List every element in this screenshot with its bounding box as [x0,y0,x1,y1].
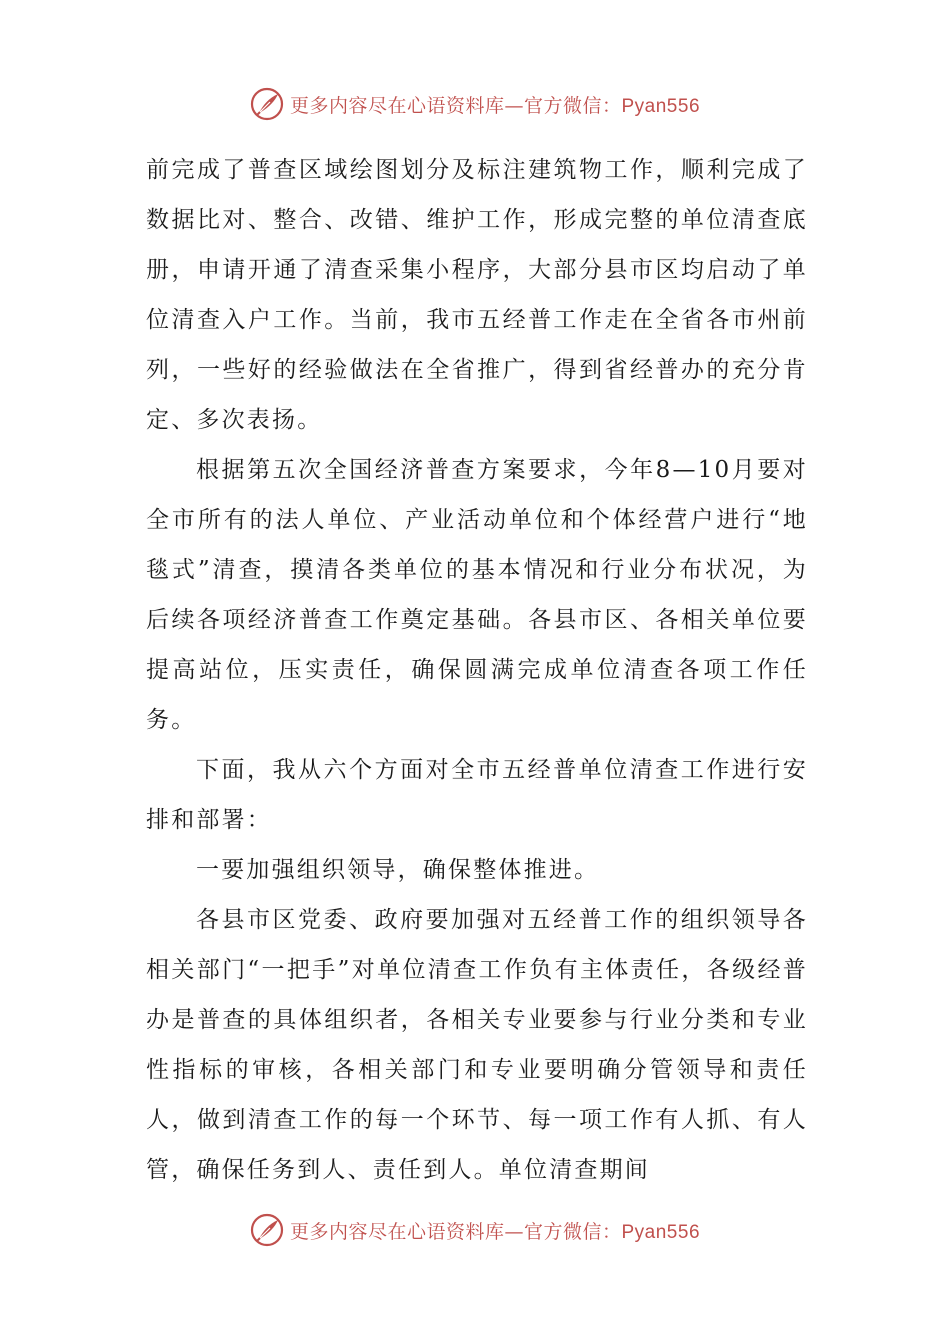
watermark-inner [250,87,700,121]
watermark-banner-top [0,84,950,124]
paragraph-4-heading: 一要加强组织领导，确保整体推进。 [196,857,600,883]
watermark-text: 更多内容尽在心语资料库—官方微信：Pyan556 [289,1220,701,1243]
paragraph-3: 下面，我从六个方面对全市五经普单位清查工作进行安排和部署： [146,757,808,833]
paragraph-5: 各县市区党委、政府要加强对五经普工作的组织领导各相关部门“一把手”对单位清查工作负有主体责任，各级经普办是普查的具体组织者，各相关专业要参与行业分类和专业性指标的审核，各相关部门和专业要明确分管领导和责任人，做到清查工作的每一个环节、每一项工作有人抓、有人管，确保任务到人、责任到人。单位清查期间 [146,907,808,1183]
paragraph-1: 前完成了普查区域绘图划分及标注建筑物工作，顺利完成了数据比对、整合、改错、维护工作，形成完整的单位清查底册，申请开通了清查采集小程序，大部分县市区均启动了单位清查入户工作。当前，我市五经普工作走在全省各市州前列，一些好的经验做法在全省推广，得到省经普办的充分肯定、多次表扬。 [146,157,808,433]
document-body [146,145,808,1195]
watermark-inner [250,1213,700,1247]
quill-pen-icon [250,1213,284,1247]
quill-pen-icon [250,87,284,121]
watermark-handle: Pyan556 [621,95,701,117]
watermark-text: 更多内容尽在心语资料库—官方微信：Pyan556 [289,94,701,117]
watermark-banner-bottom [0,1210,950,1250]
watermark-handle: Pyan556 [621,1221,701,1243]
paragraph-2: 根据第五次全国经济普查方案要求，今年8—10月要对全市所有的法人单位、产业活动单位和个体经营户进行“地毯式”清查，摸清各类单位的基本情况和行业分布状况，为后续各项经济普查工作奠定基础。各县市区、各相关单位要提高站位，压实责任，确保圆满完成单位清查各项工作任务。 [146,457,808,733]
